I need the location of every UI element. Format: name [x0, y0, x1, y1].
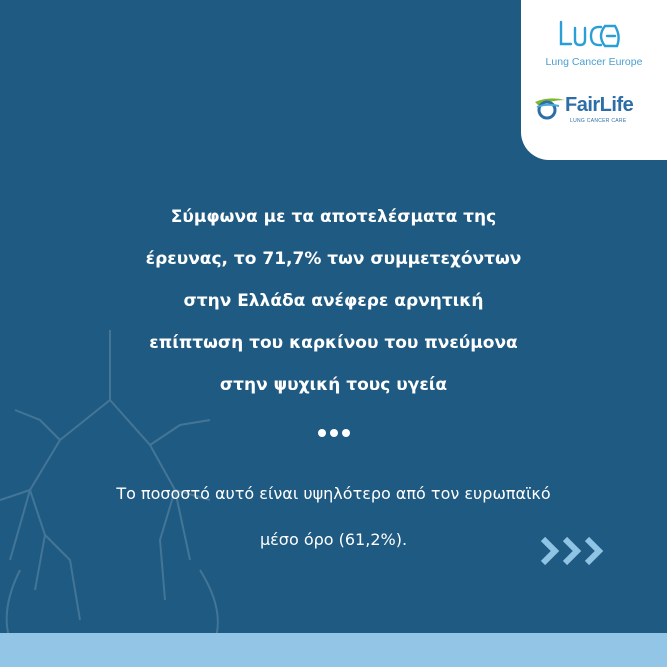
headline-statement [60, 196, 607, 406]
headline-line: Σύμφωνα με τα αποτελέσματα της [170, 207, 497, 227]
triple-chevron-right-icon[interactable] [539, 533, 611, 569]
dots-separator [0, 425, 667, 441]
headline-line: στην ψυχική τους υγεία [219, 375, 448, 395]
headline-line: στην Ελλάδα ανέφερε αρνητική [183, 291, 484, 311]
fairlife-tagline: LUNG CANCER CARE [570, 118, 627, 124]
headline-line: έρευνας, το 71,7% των συμμετεχόντων [145, 249, 522, 269]
luce-logo-text: Lung Cancer Europe [545, 56, 643, 68]
dot [330, 429, 338, 437]
dot [342, 429, 350, 437]
dot [318, 429, 326, 437]
comparison-line: μέσο όρο (61,2%). [259, 530, 408, 549]
luce-logo-icon [555, 18, 625, 52]
partner-logos-card [521, 0, 667, 160]
comparison-line: Το ποσοστό αυτό είναι υψηλότερο από τον ευρωπαϊκό [116, 484, 551, 503]
bottom-bar [0, 633, 667, 667]
fairlife-logo-text: FairLife [565, 94, 634, 116]
fairlife-logo-icon [533, 94, 567, 120]
headline-line: επίπτωση του καρκίνου του πνεύμονα [149, 333, 518, 353]
